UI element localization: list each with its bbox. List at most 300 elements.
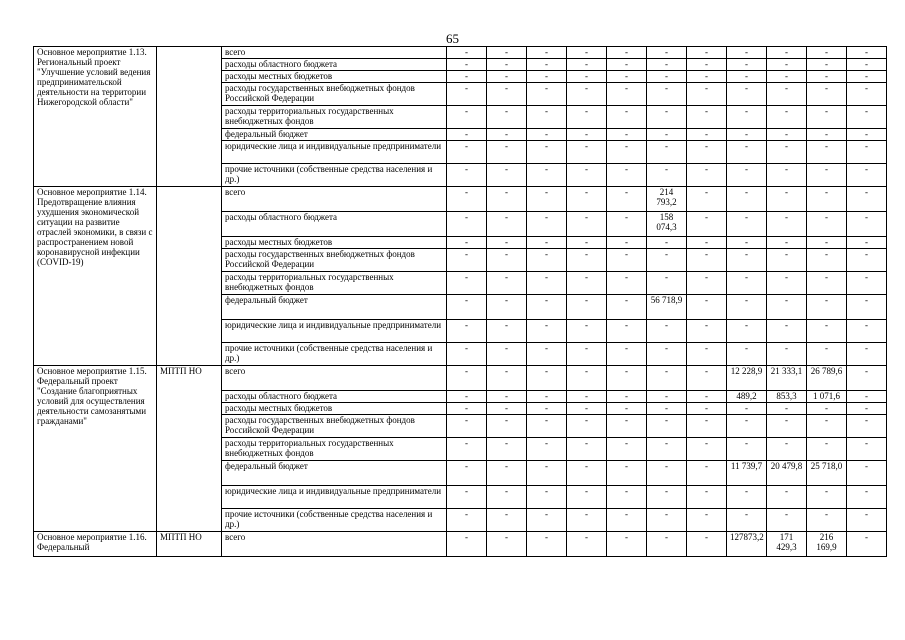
- value-cell: -: [487, 403, 527, 415]
- value-cell: -: [527, 249, 567, 272]
- value-cell: -: [487, 366, 527, 391]
- value-cell: -: [767, 509, 807, 532]
- value-cell: -: [647, 59, 687, 71]
- value-cell: -: [447, 212, 487, 237]
- value-cell: -: [687, 212, 727, 237]
- value-cell: -: [607, 47, 647, 59]
- value-cell: -: [567, 71, 607, 83]
- value-cell: -: [807, 47, 847, 59]
- responsible-executor: МПТП НО: [157, 366, 222, 532]
- value-cell: -: [487, 237, 527, 249]
- value-cell: -: [807, 141, 847, 164]
- value-cell: -: [647, 47, 687, 59]
- value-cell: -: [687, 438, 727, 461]
- value-cell: -: [567, 415, 607, 438]
- value-cell: -: [607, 212, 647, 237]
- measure-name: Основное мероприятие 1.16. Федеральный: [34, 532, 157, 557]
- value-cell: 12 228,9: [727, 366, 767, 391]
- value-cell: 11 739,7: [727, 461, 767, 486]
- value-cell: -: [687, 295, 727, 320]
- funding-source: расходы территориальных государственных внебюджетных фондов: [222, 272, 447, 295]
- value-cell: -: [647, 415, 687, 438]
- value-cell: -: [447, 129, 487, 141]
- value-cell: -: [447, 391, 487, 403]
- value-cell: -: [447, 237, 487, 249]
- value-cell: -: [847, 320, 887, 343]
- value-cell: -: [447, 461, 487, 486]
- value-cell: -: [527, 129, 567, 141]
- funding-source: расходы местных бюджетов: [222, 237, 447, 249]
- value-cell: -: [767, 187, 807, 212]
- value-cell: -: [447, 415, 487, 438]
- value-cell: -: [567, 461, 607, 486]
- value-cell: -: [487, 47, 527, 59]
- value-cell: -: [807, 320, 847, 343]
- value-cell: -: [847, 509, 887, 532]
- value-cell: -: [487, 320, 527, 343]
- value-cell: -: [487, 249, 527, 272]
- funding-source: расходы местных бюджетов: [222, 403, 447, 415]
- value-cell: -: [527, 461, 567, 486]
- value-cell: -: [487, 187, 527, 212]
- value-cell: 171 429,3: [767, 532, 807, 557]
- value-cell: -: [567, 187, 607, 212]
- value-cell: -: [847, 366, 887, 391]
- value-cell: -: [487, 486, 527, 509]
- value-cell: -: [767, 212, 807, 237]
- value-cell: -: [727, 438, 767, 461]
- value-cell: -: [607, 461, 647, 486]
- value-cell: -: [727, 212, 767, 237]
- value-cell: -: [607, 164, 647, 187]
- value-cell: 56 718,9: [647, 295, 687, 320]
- value-cell: -: [727, 295, 767, 320]
- value-cell: -: [527, 391, 567, 403]
- value-cell: -: [727, 83, 767, 106]
- value-cell: -: [807, 509, 847, 532]
- value-cell: -: [847, 532, 887, 557]
- value-cell: -: [687, 164, 727, 187]
- value-cell: -: [567, 83, 607, 106]
- value-cell: 158 074,3: [647, 212, 687, 237]
- value-cell: -: [447, 249, 487, 272]
- value-cell: -: [847, 295, 887, 320]
- value-cell: -: [567, 295, 607, 320]
- value-cell: -: [487, 415, 527, 438]
- value-cell: -: [527, 343, 567, 366]
- funding-source: прочие источники (собственные средства населения и др.): [222, 164, 447, 187]
- value-cell: -: [847, 212, 887, 237]
- value-cell: -: [447, 438, 487, 461]
- value-cell: -: [727, 141, 767, 164]
- value-cell: -: [647, 129, 687, 141]
- value-cell: -: [647, 509, 687, 532]
- value-cell: -: [447, 343, 487, 366]
- funding-source: расходы государственных внебюджетных фондов Российской Федерации: [222, 415, 447, 438]
- value-cell: -: [607, 141, 647, 164]
- value-cell: -: [487, 212, 527, 237]
- value-cell: -: [527, 486, 567, 509]
- funding-source: юридические лица и индивидуальные предприниматели: [222, 141, 447, 164]
- value-cell: -: [567, 366, 607, 391]
- value-cell: -: [687, 403, 727, 415]
- value-cell: -: [607, 129, 647, 141]
- value-cell: -: [527, 212, 567, 237]
- value-cell: -: [447, 106, 487, 129]
- value-cell: -: [807, 164, 847, 187]
- value-cell: -: [807, 295, 847, 320]
- value-cell: -: [487, 509, 527, 532]
- value-cell: -: [607, 272, 647, 295]
- value-cell: -: [447, 47, 487, 59]
- value-cell: -: [687, 532, 727, 557]
- funding-source: расходы местных бюджетов: [222, 71, 447, 83]
- value-cell: -: [727, 129, 767, 141]
- value-cell: -: [527, 237, 567, 249]
- value-cell: -: [487, 343, 527, 366]
- value-cell: -: [807, 249, 847, 272]
- value-cell: -: [567, 509, 607, 532]
- table-row: [34, 187, 887, 212]
- value-cell: -: [447, 83, 487, 106]
- value-cell: -: [487, 59, 527, 71]
- funding-source: расходы областного бюджета: [222, 212, 447, 237]
- value-cell: -: [807, 212, 847, 237]
- value-cell: -: [647, 164, 687, 187]
- value-cell: -: [727, 249, 767, 272]
- value-cell: -: [447, 403, 487, 415]
- value-cell: -: [527, 47, 567, 59]
- value-cell: -: [807, 403, 847, 415]
- value-cell: -: [807, 438, 847, 461]
- value-cell: -: [727, 71, 767, 83]
- value-cell: -: [807, 59, 847, 71]
- value-cell: -: [527, 59, 567, 71]
- value-cell: -: [767, 59, 807, 71]
- value-cell: -: [687, 83, 727, 106]
- value-cell: -: [847, 129, 887, 141]
- value-cell: -: [647, 461, 687, 486]
- value-cell: -: [527, 272, 567, 295]
- value-cell: -: [527, 320, 567, 343]
- value-cell: -: [487, 106, 527, 129]
- page-number: 65: [446, 31, 459, 46]
- value-cell: -: [767, 71, 807, 83]
- value-cell: 25 718,0: [807, 461, 847, 486]
- value-cell: -: [567, 320, 607, 343]
- value-cell: -: [807, 415, 847, 438]
- value-cell: -: [487, 461, 527, 486]
- value-cell: -: [447, 272, 487, 295]
- value-cell: -: [527, 141, 567, 164]
- value-cell: -: [647, 486, 687, 509]
- value-cell: -: [447, 320, 487, 343]
- funding-source: расходы территориальных государственных внебюджетных фондов: [222, 106, 447, 129]
- value-cell: 21 333,1: [767, 366, 807, 391]
- value-cell: -: [727, 486, 767, 509]
- value-cell: -: [847, 83, 887, 106]
- value-cell: -: [447, 187, 487, 212]
- value-cell: -: [607, 438, 647, 461]
- value-cell: -: [447, 509, 487, 532]
- value-cell: -: [567, 272, 607, 295]
- value-cell: -: [807, 486, 847, 509]
- value-cell: -: [767, 141, 807, 164]
- value-cell: -: [447, 532, 487, 557]
- value-cell: -: [487, 272, 527, 295]
- measure-name: Основное мероприятие 1.13. Региональный проект "Улучшение условий ведения предпринимательской деятельности на территории Нижегородской области": [34, 47, 157, 187]
- value-cell: -: [527, 106, 567, 129]
- value-cell: 1 071,6: [807, 391, 847, 403]
- funding-source: федеральный бюджет: [222, 295, 447, 320]
- value-cell: -: [847, 403, 887, 415]
- value-cell: -: [607, 295, 647, 320]
- funding-source: прочие источники (собственные средства населения и др.): [222, 343, 447, 366]
- value-cell: -: [727, 59, 767, 71]
- value-cell: -: [527, 532, 567, 557]
- value-cell: -: [687, 461, 727, 486]
- value-cell: -: [487, 391, 527, 403]
- value-cell: -: [567, 59, 607, 71]
- value-cell: 26 789,6: [807, 366, 847, 391]
- value-cell: -: [767, 129, 807, 141]
- value-cell: -: [807, 71, 847, 83]
- value-cell: -: [847, 438, 887, 461]
- funding-source: расходы государственных внебюджетных фондов Российской Федерации: [222, 83, 447, 106]
- table-row: [34, 47, 887, 59]
- value-cell: -: [647, 83, 687, 106]
- value-cell: -: [447, 366, 487, 391]
- value-cell: -: [727, 106, 767, 129]
- value-cell: -: [767, 47, 807, 59]
- value-cell: 216 169,9: [807, 532, 847, 557]
- value-cell: -: [647, 71, 687, 83]
- value-cell: -: [447, 486, 487, 509]
- value-cell: -: [687, 509, 727, 532]
- value-cell: -: [687, 320, 727, 343]
- value-cell: -: [487, 532, 527, 557]
- value-cell: -: [767, 320, 807, 343]
- value-cell: -: [727, 272, 767, 295]
- value-cell: -: [687, 249, 727, 272]
- value-cell: -: [847, 106, 887, 129]
- value-cell: -: [767, 403, 807, 415]
- value-cell: -: [687, 187, 727, 212]
- value-cell: -: [607, 415, 647, 438]
- funding-source: расходы государственных внебюджетных фондов Российской Федерации: [222, 249, 447, 272]
- value-cell: -: [767, 83, 807, 106]
- funding-source: расходы территориальных государственных внебюджетных фондов: [222, 438, 447, 461]
- responsible-executor: МПТП НО: [157, 532, 222, 557]
- value-cell: -: [567, 343, 607, 366]
- value-cell: -: [807, 187, 847, 212]
- value-cell: -: [847, 71, 887, 83]
- funding-source: федеральный бюджет: [222, 461, 447, 486]
- value-cell: -: [687, 366, 727, 391]
- funding-source: юридические лица и индивидуальные предприниматели: [222, 486, 447, 509]
- value-cell: -: [767, 486, 807, 509]
- value-cell: -: [567, 438, 607, 461]
- value-cell: -: [607, 403, 647, 415]
- value-cell: -: [647, 141, 687, 164]
- value-cell: -: [727, 403, 767, 415]
- value-cell: -: [447, 164, 487, 187]
- value-cell: -: [727, 320, 767, 343]
- funding-source: всего: [222, 47, 447, 59]
- value-cell: -: [687, 486, 727, 509]
- value-cell: -: [647, 249, 687, 272]
- value-cell: -: [847, 164, 887, 187]
- funding-source: всего: [222, 366, 447, 391]
- value-cell: -: [527, 83, 567, 106]
- value-cell: -: [847, 47, 887, 59]
- value-cell: -: [567, 212, 607, 237]
- value-cell: -: [487, 71, 527, 83]
- value-cell: -: [847, 391, 887, 403]
- value-cell: -: [767, 237, 807, 249]
- funding-source: расходы областного бюджета: [222, 391, 447, 403]
- value-cell: -: [687, 129, 727, 141]
- value-cell: -: [607, 83, 647, 106]
- value-cell: 214 793,2: [647, 187, 687, 212]
- value-cell: -: [487, 129, 527, 141]
- value-cell: -: [687, 71, 727, 83]
- value-cell: -: [527, 366, 567, 391]
- value-cell: -: [847, 59, 887, 71]
- funding-source: федеральный бюджет: [222, 129, 447, 141]
- value-cell: -: [727, 47, 767, 59]
- value-cell: -: [607, 249, 647, 272]
- value-cell: -: [647, 106, 687, 129]
- value-cell: -: [727, 164, 767, 187]
- value-cell: -: [847, 343, 887, 366]
- value-cell: -: [847, 486, 887, 509]
- value-cell: -: [487, 295, 527, 320]
- value-cell: -: [487, 438, 527, 461]
- table-row: [34, 532, 887, 557]
- value-cell: -: [567, 237, 607, 249]
- value-cell: -: [487, 164, 527, 187]
- responsible-executor: [157, 187, 222, 366]
- measure-name: Основное мероприятие 1.14. Предотвращение влияния ухудшения экономической ситуации на развитие отраслей экономики, в связи с распространением новой коронавирусной инфекции (COVID-19): [34, 187, 157, 366]
- value-cell: -: [607, 486, 647, 509]
- value-cell: -: [487, 141, 527, 164]
- funding-source: всего: [222, 532, 447, 557]
- value-cell: -: [687, 59, 727, 71]
- value-cell: -: [847, 187, 887, 212]
- value-cell: -: [807, 272, 847, 295]
- funding-source: юридические лица и индивидуальные предприниматели: [222, 320, 447, 343]
- value-cell: -: [767, 438, 807, 461]
- value-cell: -: [687, 343, 727, 366]
- value-cell: -: [607, 59, 647, 71]
- value-cell: -: [847, 272, 887, 295]
- value-cell: -: [527, 403, 567, 415]
- value-cell: -: [647, 403, 687, 415]
- value-cell: -: [567, 47, 607, 59]
- value-cell: -: [767, 272, 807, 295]
- value-cell: -: [647, 272, 687, 295]
- value-cell: -: [767, 164, 807, 187]
- measure-name: Основное мероприятие 1.15. Федеральный проект "Создание благоприятных условий для осуществления деятельности самозанятыми гражданами": [34, 366, 157, 532]
- value-cell: 853,3: [767, 391, 807, 403]
- value-cell: -: [687, 391, 727, 403]
- value-cell: -: [527, 187, 567, 212]
- table-row: [34, 366, 887, 391]
- funding-source: всего: [222, 187, 447, 212]
- value-cell: -: [607, 509, 647, 532]
- value-cell: 489,2: [727, 391, 767, 403]
- value-cell: -: [687, 141, 727, 164]
- value-cell: -: [767, 415, 807, 438]
- value-cell: -: [727, 415, 767, 438]
- value-cell: -: [607, 320, 647, 343]
- value-cell: -: [847, 415, 887, 438]
- value-cell: -: [847, 237, 887, 249]
- value-cell: -: [607, 366, 647, 391]
- value-cell: -: [807, 83, 847, 106]
- value-cell: -: [687, 106, 727, 129]
- value-cell: -: [567, 486, 607, 509]
- value-cell: -: [567, 106, 607, 129]
- value-cell: -: [527, 509, 567, 532]
- responsible-executor: [157, 47, 222, 187]
- value-cell: -: [607, 391, 647, 403]
- value-cell: -: [567, 164, 607, 187]
- value-cell: -: [527, 415, 567, 438]
- value-cell: -: [527, 71, 567, 83]
- value-cell: -: [687, 415, 727, 438]
- value-cell: -: [447, 59, 487, 71]
- value-cell: -: [567, 532, 607, 557]
- value-cell: -: [447, 71, 487, 83]
- value-cell: -: [527, 295, 567, 320]
- value-cell: -: [567, 249, 607, 272]
- value-cell: -: [807, 106, 847, 129]
- funding-source: прочие источники (собственные средства населения и др.): [222, 509, 447, 532]
- value-cell: -: [647, 343, 687, 366]
- value-cell: -: [847, 249, 887, 272]
- value-cell: -: [607, 343, 647, 366]
- value-cell: -: [647, 237, 687, 249]
- value-cell: -: [567, 391, 607, 403]
- value-cell: -: [767, 343, 807, 366]
- value-cell: -: [607, 532, 647, 557]
- value-cell: -: [447, 141, 487, 164]
- value-cell: -: [727, 343, 767, 366]
- value-cell: -: [847, 141, 887, 164]
- value-cell: -: [647, 438, 687, 461]
- value-cell: -: [807, 237, 847, 249]
- value-cell: 20 479,8: [767, 461, 807, 486]
- value-cell: -: [767, 249, 807, 272]
- value-cell: -: [487, 83, 527, 106]
- value-cell: -: [527, 164, 567, 187]
- funding-source: расходы областного бюджета: [222, 59, 447, 71]
- value-cell: -: [807, 129, 847, 141]
- value-cell: -: [767, 106, 807, 129]
- budget-table: [33, 46, 887, 557]
- value-cell: -: [607, 237, 647, 249]
- value-cell: -: [447, 295, 487, 320]
- value-cell: -: [727, 187, 767, 212]
- value-cell: -: [687, 272, 727, 295]
- value-cell: -: [847, 461, 887, 486]
- value-cell: -: [647, 320, 687, 343]
- value-cell: -: [567, 403, 607, 415]
- value-cell: -: [567, 141, 607, 164]
- value-cell: -: [647, 366, 687, 391]
